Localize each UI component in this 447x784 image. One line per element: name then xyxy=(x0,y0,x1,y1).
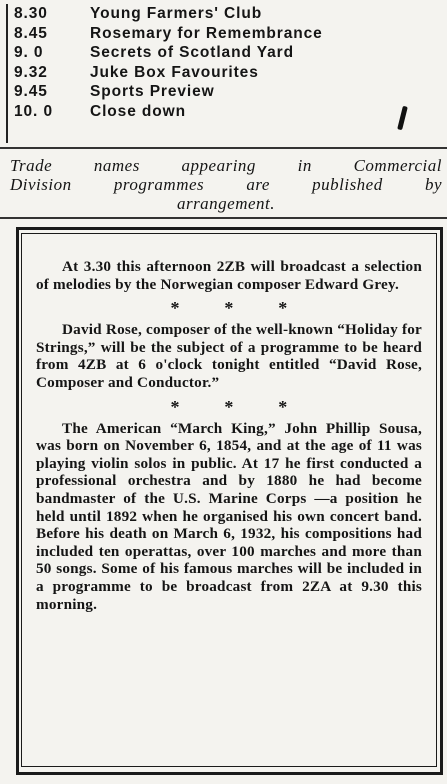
schedule-time: 9. 0 xyxy=(14,44,44,62)
schedule-row xyxy=(14,43,414,63)
schedule-title: Secrets of Scotland Yard xyxy=(90,44,294,62)
star-separator: * * * xyxy=(170,298,288,319)
divider-rule xyxy=(0,147,447,149)
trade-names-notice xyxy=(10,156,442,213)
notice-line: Division programmes are published by xyxy=(10,175,442,194)
schedule-title: Close down xyxy=(90,102,186,120)
article-paragraph: At 3.30 this afternoon 2ZB will broadcast a selection of melodies by the Norwegian composer Edward Grey. xyxy=(36,258,422,293)
schedule-time: 9.32 xyxy=(14,63,48,81)
schedule-row xyxy=(14,24,414,44)
schedule-time: 9.45 xyxy=(14,83,48,101)
boxed-article xyxy=(36,258,422,613)
schedule-time: 10. 0 xyxy=(14,102,53,120)
notice-line: arrangement. xyxy=(176,194,276,213)
schedule-title: Rosemary for Remembrance xyxy=(90,24,323,42)
schedule-title: Juke Box Favourites xyxy=(90,63,259,81)
schedule-row xyxy=(14,63,414,83)
schedule-time: 8.45 xyxy=(14,24,48,42)
schedule-row xyxy=(14,4,414,24)
article-paragraph: The American “March King,” John Phillip Sousa, was born on November 6, 1854, and at the age of 11 was playing violin solos in public. At 17 he first conducted a professional orchestra and by 1880 he had become bandmaster of the U.S. Marine Corps —a position he held until 1892 when he organised his own concert band. Before his death on March 6, 1932, his compositions had included ten operattas, over 100 marches and more than 50 songs. Some of his famous marches will be included in a programme to be broadcast from 2ZA at 9.30 this morning. xyxy=(36,419,422,613)
programme-schedule xyxy=(14,4,414,122)
schedule-title: Sports Preview xyxy=(90,83,215,101)
left-column-rule xyxy=(6,4,8,143)
divider-rule xyxy=(0,217,447,219)
schedule-row xyxy=(14,102,414,122)
star-separator: * * * xyxy=(170,396,288,417)
notice-line: Trade names appearing in Commercial xyxy=(10,156,442,175)
schedule-row xyxy=(14,82,414,102)
schedule-title: Young Farmers' Club xyxy=(90,5,263,22)
article-paragraph: David Rose, composer of the well-known “Holiday for Strings,” will be the subject of a programme to be heard from 4ZB at 6 o'clock tonight entitled “David Rose, Composer and Conductor.” xyxy=(36,321,422,391)
schedule-time: 8.30 xyxy=(14,5,48,22)
